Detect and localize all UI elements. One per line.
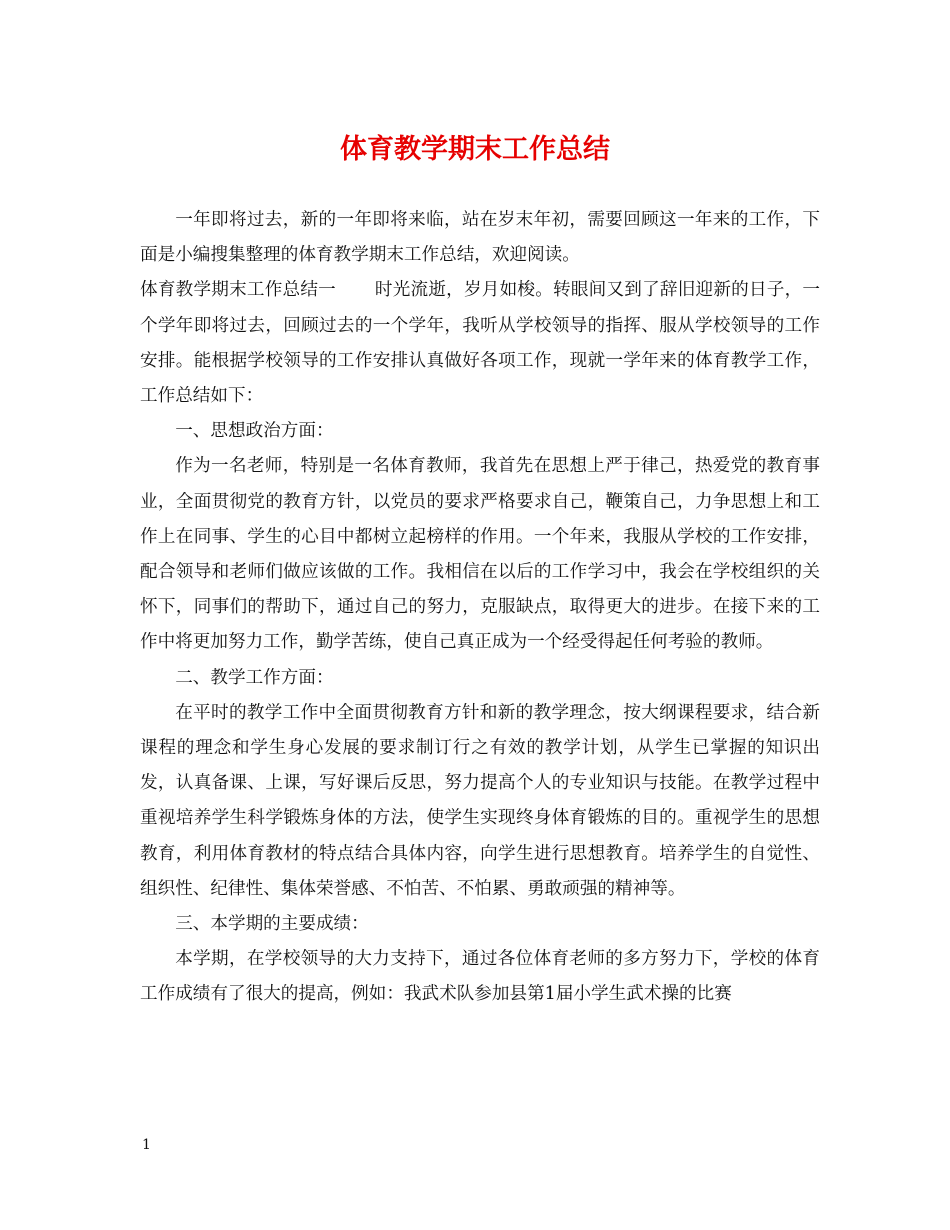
section-text-politics: 作为一名老师，特别是一名体育教师，我首先在思想上严于律己，热爱党的教育事业，全面贯彻党的教育方针，以党员的要求严格要求自己，鞭策自己，力争思想上和工作上在同事、学生的心目中都树立起榜样的作用。一个年来，我服从学校的工作安排，配合领导和老师们做应该做的工作。我相信在以后的工作学习中，我会在学校组织的关怀下，同事们的帮助下，通过自己的努力，克服缺点，取得更大的进步。在接下来的工作中将更加努力工作，勤学苦练，使自己真正成为一个经受得起任何考验的教师。 — [140, 456, 820, 653]
document-body — [140, 203, 820, 1013]
section-heading-politics: 一、思想政治方面： — [175, 421, 334, 442]
section-heading-achievements: 三、本学期的主要成绩： — [175, 914, 369, 935]
section-heading-teaching: 二、教学工作方面： — [175, 667, 334, 688]
part-one-paragraph — [140, 273, 820, 414]
part-one-text: 时光流逝，岁月如梭。转眼间又到了辞旧迎新的日子，一个学年即将过去，回顾过去的一个学年，我听从学校领导的指挥、服从学校领导的工作安排。能根据学校领导的工作安排认真做好各项工作，现就一学年来的体育教学工作，工作总结如下： — [140, 280, 820, 407]
section-text-achievements: 本学期，在学校领导的大力支持下，通过各位体育老师的多方努力下，学校的体育工作成绩有了很大的提高，例如：我武术队参加县第1届小学生武术操的比赛 — [140, 949, 820, 1005]
part-one-label: 体育教学期末工作总结一 — [140, 280, 336, 301]
document-title: 体育教学期末工作总结 — [340, 134, 610, 165]
section-text-teaching: 在平时的教学工作中全面贯彻教育方针和新的教学理念，按大纲课程要求，结合新课程的理念和学生身心发展的要求制订行之有效的教学计划，从学生已掌握的知识出发，认真备课、上课，写好课后反思，努力提高个人的专业知识与技能。在教学过程中重视培养学生科学锻炼身体的方法，使学生实现终身体育锻炼的目的。重视学生的思想教育，利用体育教材的特点结合具体内容，向学生进行思想教育。培养学生的自觉性、组织性、纪律性、集体荣誉感、不怕苦、不怕累、勇敢顽强的精神等。 — [140, 702, 820, 899]
page-number: 1 — [142, 1137, 151, 1153]
intro-paragraph: 一年即将过去，新的一年即将来临，站在岁末年初，需要回顾这一年来的工作，下面是小编搜集整理的体育教学期末工作总结，欢迎阅读。 — [140, 210, 820, 266]
